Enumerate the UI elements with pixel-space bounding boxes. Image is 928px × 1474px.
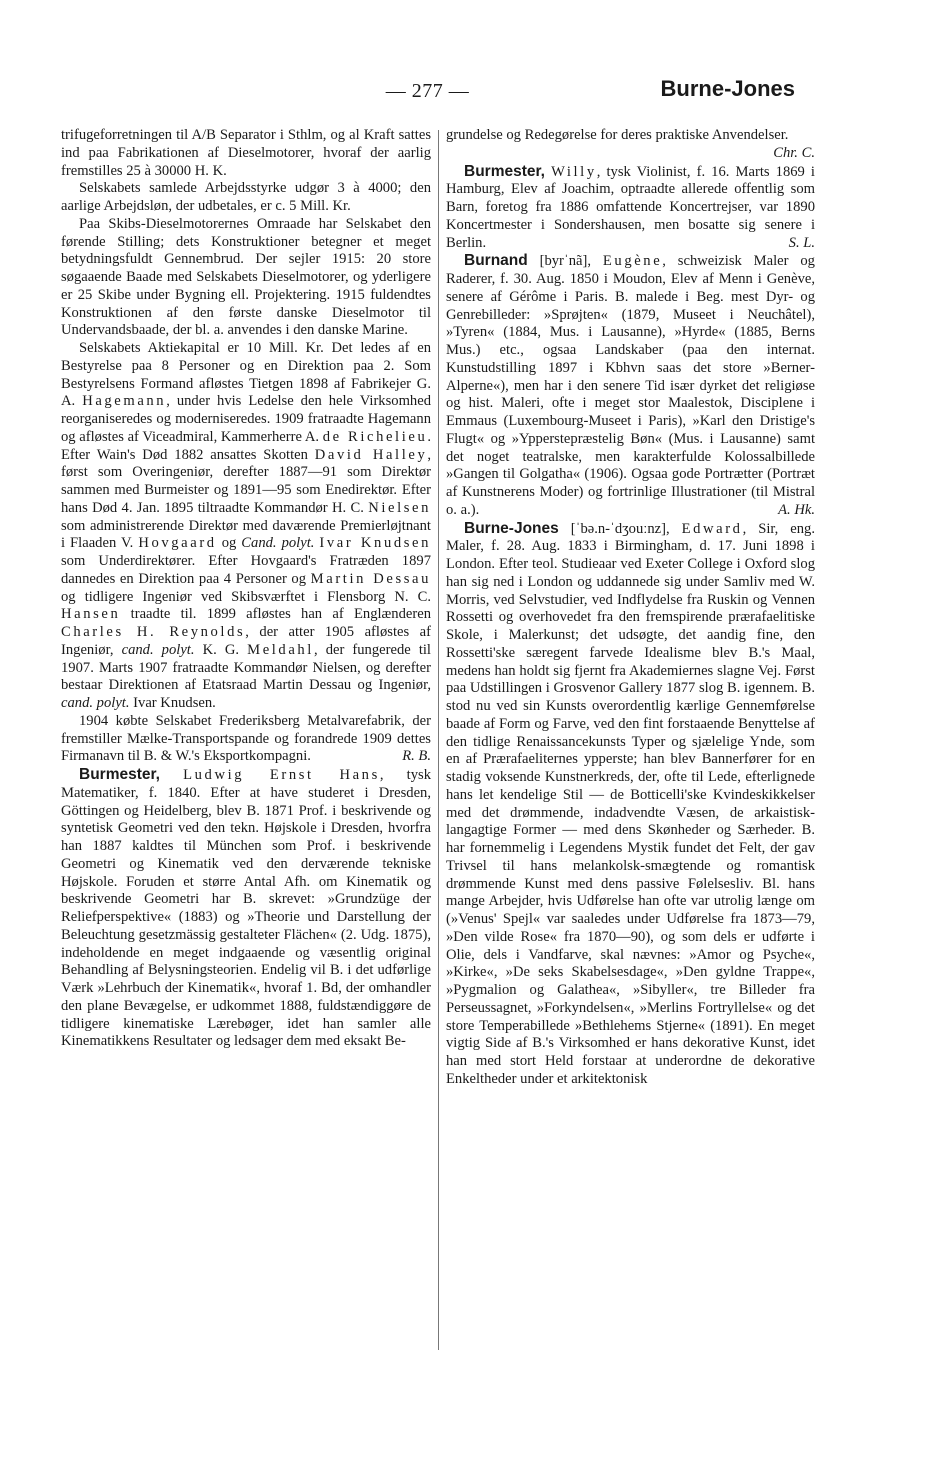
- entry-text: , Sir, eng. Maler, f. 28. Aug. 1833 i Birmingham, d. 17. Juni 1898 i London. Efter teol. Studieaar ved Exeter College i Oxford slog han sig ned i London og uddannede sig under Samliv med W. Morris, ved Selvstudier, ved Indflydelse fra Ruskin og Vennen Rossetti og overhovedet fra den fremspirende prærafaelitiske Skole, i Malerkunst; det udsøgte, det aandig fine, den Rossetti'ske særegent farvede Idealisme blev B.'s Maal, medens han holdt sig fjernt fra Akademiernes slagne Vej. Først paa Udstillingen i Grosvenor Gallery 1877 slog B. igennem. B. stod nu ved sin Kunsts overordentlig kærlige Gennemførelse baade af Form og Farve, ved den fint forstaaende Benyttelse af den tidlige Renaissancekunsts Typer og sjælelige Ynde, som en af Prærafaeliternes ypperste; han blev Bannerfører for en stadig voksende Kunstnerkreds, der, ofte til Lede, efterlignede hans let kendelige Stil — de Botticelli'ske Kvindeskikkelser med det drømmende, indadvendte Væsen, de arkaistisk-langagtige Former — med dens Skønheder og Særheder. B. har fornemmelig i Legendens Mystik fundet det Felt, der gav Trivsel til hans melankolsk-smægtende og romantisk drømmende Kunst med dens passive Følelsesliv. Bl. hans mange Arbejder, hvis Udførelse han ofte var utrolig længe om (»Venus' Spejl« var saaledes under Udførelse fra 1873—79, »Den vilde Rose« fra 1870—90), og som dels er udførte i Olie, dels i Vandfarve, skal nævnes: »Amor og Psyche«, »Kirke«, »De seks Skabelsesdage«, »Den gyldne Trappe«, »Pygmalion og Galathea«, »Sibyller«, tre Billeder fra Perseussagnet, »Forkyndelsen«, »Merlins Fortryllelse« og det store Temperabillede »Bethlehems Stjerne« (1891). En meget vigtig Side af B.'s Virksomhed er hans dekorative Kunst, idet han med stort Held forstaar at underordne de dekorative Enkeltheder under et arkitektonisk: [446, 520, 816, 1087]
- author-signature: A. Hk.: [778, 501, 815, 518]
- paragraph: Selskabets samlede Arbejdsstyrke udgør 3 à 4000; den aarlige Arbejdsløn, der udbetales, er c. 5 Mill. Kr.: [61, 180, 431, 214]
- spaced-name: Ludwig Ernst Hans: [183, 767, 380, 783]
- page-number: — 277 —: [385, 80, 470, 102]
- pronunciation: [byrˈnã],: [539, 253, 592, 270]
- spaced-name: Martin Dessau: [310, 570, 431, 587]
- left-column: [61, 127, 431, 1051]
- text-run: og: [221, 535, 237, 552]
- text-run: , der fungerede til 1907. Marts 1907 fratraadte Kommandør Nielsen, og derefter bestaar Direktionen af Etatsraad Martin Dessau og Ingeniør,: [61, 641, 431, 694]
- text-run: og tidligere Ingeniør ved Skibsværftet i Flensborg N. C.: [61, 588, 431, 605]
- paragraph: trifugeforretningen til A/B Separator i Sthlm, og al Kraft sattes ind paa Fabrikationen af Dieselmotorer, hvoraf der aarlig fremstilles 25 à 30000 H. K.: [61, 127, 431, 179]
- entry-burnand: [446, 252, 815, 519]
- italic-text: Cand. polyt.: [241, 535, 315, 552]
- entry-headword: Burnand: [464, 252, 528, 270]
- text-run: traadte til. 1899 afløstes han af Englænderen: [130, 606, 431, 623]
- spaced-name: David Halley: [314, 446, 428, 463]
- entry-headword: Burmester,: [79, 766, 160, 783]
- column-divider: [438, 130, 439, 1350]
- paragraph: [61, 713, 431, 766]
- spaced-name: de Richelieu: [322, 428, 428, 445]
- italic-text: cand. polyt.: [61, 695, 130, 711]
- text-run: K. G.: [202, 641, 240, 658]
- spaced-name: Hagemann: [82, 393, 167, 410]
- entry-headword: Burne-Jones: [464, 519, 559, 537]
- paragraph: Paa Skibs-Dieselmotorernes Omraade har Selskabet den førende Stilling; dets Konstruktioner betegner et meget betydningsfuldt Gennembrud. Der sejler 1915: 20 store søgaaende Baade med Selskabets Dieselmotorer, og yderligere er 25 Skibe under Bygning ell. Projektering. 1915 fuldendtes Konstruktionen af den første danske Dieselmotor til Undervandsbaade, der bl. a. anvendes i den danske Marine.: [61, 215, 431, 339]
- text-run: Selskabets Aktiekapital er 10 Mill. Kr. Det ledes af en Bestyrelse paa 8 Personer og en Direktion paa 2. Som Bestyrelsens Formand afløstes Tietgen 1898 af Fabrikejer G. A.: [61, 340, 431, 410]
- pronunciation: [ˈbə.n-ˈdʒouːnz],: [570, 520, 670, 537]
- text-run: , først som Overingeniør, derefter 1887—91 som Direktør sammen med Burmeister og 1891—95 som Enedirektør. Efter hans Død 4. Jan. 1895 tiltraadte Kommandør H. C.: [61, 446, 432, 516]
- entry-text: , tysk Matematiker, f. 1840. Efter at have studeret i Dresden, Göttingen og Heidelberg, blev B. 1871 Prof. i beskrivende og syntetisk Geometri ved den tekn. Højskole i Dresden, hvorfra han 1887 kaldtes til München som Prof. i beskrivende Geometri og Kinematik ved den derværende tekniske Højskole. Foruden et større Antal Afh. om Kinematik og beskrivende Geometri har B. skrevet: »Grundzüge der Reliefperspektive« (1883) og »Theorie und Darstellung der Beleuchtung gesetzmässig gestalteter Flächen« (2. Udg. 1875), indeholdende en meget indgaaende og væsentlig original Behandling af Belysningsteorien. Endelig vil B. i det udførlige Værk »Lehrbuch der Kinematik«, hvoraf 1. Bd, der omhandler den plane Bevægelse, er udkommet 1888, fuldstændiggøre de tidligere kinematiske Lærebøger, idet han samler alle Kinematikkens Resultater og ledsager dem med eksakt Be-: [61, 767, 431, 1050]
- spaced-name: Hansen: [61, 606, 121, 623]
- text-run: 1904 købte Selskabet Frederiksberg Metalvarefabrik, der fremstiller Mælke-Transportspande og forandrede 1909 dettes Firmanavn til B. & W.'s Eksportkompagni.: [61, 712, 431, 765]
- text-run: som administrerende Direktør med daværende Premierløjtnant i Flaaden V.: [61, 517, 431, 552]
- spaced-name: Charles H. Reynolds: [61, 624, 246, 640]
- entry-headword: Burmester,: [464, 162, 545, 180]
- text-run: , der atter 1905 afløstes af Ingeniør,: [61, 624, 431, 658]
- paragraph: [446, 127, 815, 161]
- spaced-name: Edward: [681, 520, 743, 537]
- author-signature: R. B.: [402, 748, 431, 765]
- page-header: [60, 76, 795, 110]
- right-column: [446, 127, 815, 1089]
- text-run: grundelse og Redegørelse for deres praktiske Anvendelser.: [446, 127, 789, 143]
- italic-text: cand. polyt.: [121, 641, 195, 658]
- entry-burne-jones: [446, 520, 815, 1089]
- entry-text: , tysk Violinist, f. 16. Marts 1869 i Hamburg, Elev af Joachim, optraadte allerede offentlig som Barn, foretog fra 1886 omfattende Koncertrejser, var 1890 Koncertmester i Sondershausen, men bosatte sig senere i Berlin.: [446, 163, 815, 251]
- text-run: , under hvis Ledelse den hele Virksomhed reorganiseredes og moderniseredes. 1909 fratraadte Hagemann og afløstes af Viceadmiral, Kammerherre A.: [61, 393, 432, 445]
- spaced-name: Willy: [551, 163, 597, 180]
- spaced-name: Eugène: [602, 253, 663, 270]
- entry-burmester-willy: [446, 163, 815, 253]
- paragraph: [61, 340, 431, 713]
- spaced-name: Nielsen: [368, 499, 431, 516]
- spaced-name: Meldahl: [247, 641, 314, 658]
- author-signature: S. L.: [788, 234, 815, 251]
- text-run: . Efter Wain's Død 1882 ansattes Skotten: [61, 428, 432, 463]
- spaced-name: Ivar Knudsen: [319, 535, 432, 552]
- text-run: som Underdirektører. Efter Hovgaard's Fratræden 1897 dannedes en Direktion paa 4 Personer og: [61, 553, 431, 587]
- author-signature: Chr. C.: [773, 144, 815, 161]
- entry-text: , schweizisk Maler og Raderer, f. 30. Aug. 1850 i Moudon, Elev af Menn i Genève, senere af Gérôme i Paris. B. malede i Beg. mest Dyr- og Genrebilleder: »Sprøjten« (1879, Museet i Neuchâtel), »Tyren« (1884, Mus. i Lausanne), »Hyrde« (1885, Berns Mus.) etc., ogsaa Landskaber (paa den internat. Kunstudstilling 1897 i Kbhvn saas det store »Berner-Alperne«), men har i den senere Tid især dyrket det religiøse og hist. Maleri, ofte i meget stor Maalestok, Disciplene i Emmaus (Luxembourg-Museet i Paris), »Karl den Dristige's Flugt« og »Ypperstepræstelig Bøn« (Mus. i Lausanne) samt det noget teatralske, men karakterfulde Kolossalbillede »Gangen til Golgatha« (1906). Ogsaa gode Portrætter (Portræt af Kunstnerens Moder) og fortrinlige Illustrationer (til Mistral o. a.).: [446, 253, 815, 518]
- spaced-name: Hovgaard: [138, 535, 217, 552]
- running-head: Burne-Jones: [660, 76, 795, 101]
- entry-burmester-ludwig: [61, 766, 431, 1051]
- text-run: Ivar Knudsen.: [133, 695, 216, 711]
